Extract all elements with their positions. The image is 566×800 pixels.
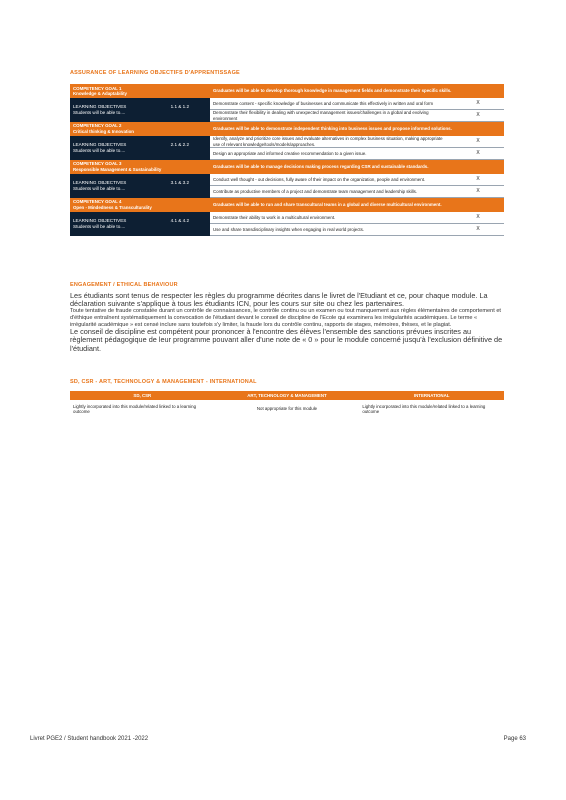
- competency-goal-name: Responsible Management & Sustainability: [73, 166, 162, 172]
- competency-goal-number: COMPETENCY GOAL 1: [73, 85, 122, 91]
- impact-header-sd-csr: SD, CSR: [70, 391, 215, 400]
- engagement-paragraph-1: Les étudiants sont tenus de respecter les règles du programme décrites dans le livret de l'Etudiant et ce, pour chaque module. La déclaration suivante s'applique à tous les étudiants ICN, pour les cours sur site ou chez les partenaires.: [70, 291, 488, 309]
- learning-objectives-heading-text: LEARNING OBJECTIVES: [73, 180, 127, 186]
- learning-objective-row: [70, 212, 504, 224]
- assurance-of-learning-title: ASSURANCE OF LEARNING OBJECTIFS D'APPRENTISSAGE: [70, 70, 240, 76]
- competency-goal-label: [70, 160, 210, 175]
- competency-goal-label: [70, 198, 210, 213]
- competency-goal-number: COMPETENCY GOAL 3: [73, 161, 122, 167]
- learning-objective-row: [70, 98, 504, 110]
- learning-objectives-intro: Students will be able to....: [73, 147, 126, 153]
- learning-objectives-intro: Students will be able to....: [73, 185, 126, 191]
- learning-objectives-label: [70, 136, 210, 160]
- competency-goal-row: [70, 84, 504, 98]
- impact-title: SD, CSR - ART, TECHNOLOGY & MANAGEMENT - INTERNATIONAL: [70, 379, 257, 385]
- learning-objectives-label: [70, 174, 210, 198]
- learning-objectives-intro: Students will be able to....: [73, 223, 126, 229]
- learning-objectives-numbers: 4.1 & 4.2: [170, 218, 189, 224]
- competency-goal-name: Critical thinking & Innovation: [73, 128, 134, 134]
- learning-objectives-heading-text: LEARNING OBJECTIVES: [73, 104, 127, 110]
- learning-objectives-numbers: 2.1 & 2.2: [170, 142, 189, 148]
- engagement-paragraph-3: Le conseil de discipline est compétent pour prononcer à l'encontre des élèves l'ensemble des sanctions prévues inscrites au règlement pédagogique de leur programme pouvant aller d'une note de « 0 » pour le module concerné jusqu'à l'exclusion définitive de l'étudiant.: [70, 327, 503, 353]
- learning-objective-mark: X: [452, 136, 504, 148]
- impact-cell-international: Lightly incorporated into this module/related linked to a learning outcome: [362, 403, 486, 414]
- learning-objectives-heading-text: LEARNING OBJECTIVES: [73, 142, 127, 148]
- competency-goal-row: [70, 198, 504, 213]
- engagement-text: [70, 292, 504, 353]
- learning-objective-text: Contribute as productive members of a project and demonstrate team management and leadership skills.: [210, 186, 452, 198]
- engagement-title: ENGAGEMENT / ETHICAL BEHAVIOUR: [70, 282, 178, 288]
- impact-header-international: INTERNATIONAL: [359, 391, 504, 400]
- competency-goal-description: Graduates will be able to manage decisions making process regarding CSR and sustainable standards.: [210, 160, 504, 175]
- learning-objective-row: [70, 136, 504, 148]
- competency-goal-label: [70, 84, 210, 98]
- learning-objectives-numbers: 1.1 & 1.2: [170, 104, 189, 110]
- learning-objectives-heading-text: LEARNING OBJECTIVES: [73, 218, 127, 224]
- learning-objective-mark: X: [452, 148, 504, 160]
- competency-goal-name: Open - Mindedness & Transculturality: [73, 204, 152, 210]
- footer-page-number: Page 63: [503, 736, 526, 742]
- learning-objectives-label: [70, 98, 210, 122]
- learning-objective-mark: X: [452, 98, 504, 110]
- impact-header-art-tech: ART, TECHNOLOGY & MANAGEMENT: [215, 391, 360, 400]
- impact-cell-art-tech: Not appropriate for this module: [256, 406, 318, 412]
- learning-objective-text: Demonstrate content - specific knowledge of businesses and communicate this effectively in written and oral form: [210, 98, 452, 110]
- learning-objective-mark: X: [452, 110, 504, 122]
- impact-table: [70, 391, 504, 418]
- impact-cell-sd-csr: Lightly incorporated into this module/related linked to a learning outcome: [73, 403, 197, 414]
- learning-objective-text: Design an appropriate and informed creative recommendation to a given issue.: [210, 148, 452, 160]
- learning-objective-mark: X: [452, 186, 504, 198]
- competency-goal-description: Graduates will be able to run and share transcultural teams in a global and diverse multicultural environment.: [210, 198, 504, 213]
- footer-handbook-label: Livret PGE2 / Student handbook 2021 -2022: [30, 736, 149, 742]
- learning-objective-mark: X: [452, 212, 504, 224]
- engagement-paragraph-2: Toute tentative de fraude constatée durant un contrôle de connaissances, le contrôle continu ou un examen ou tout manquement aux règles élémentaires de comportement et d'éthique entraînent systématiquement la convocation de l'étudiant devant le conseil de discipline de l'Ecole qui examinera les irrégularités académiques. Le terme « irrégularité académique » est censé inclure sans toutefois s'y limiter, la fraude lors du contrôle continu, rapports de stages, mémoires, thèses, et le plagiat.: [70, 308, 501, 328]
- learning-objective-mark: X: [452, 174, 504, 186]
- competency-goal-row: [70, 122, 504, 137]
- learning-objective-text: Use and share transdisciplinary insights when engaging in real world projects.: [210, 224, 452, 236]
- competency-goal-name: Knowledge & Adaptability: [73, 91, 127, 96]
- learning-objective-text: Demonstrate their ability to work in a multicultural environment.: [210, 212, 452, 224]
- assurance-of-learning-table: [70, 84, 504, 236]
- learning-objective-row: [70, 174, 504, 186]
- learning-objective-mark: X: [452, 224, 504, 236]
- competency-goal-row: [70, 160, 504, 175]
- learning-objective-text: Demonstrate their flexibility in dealing with unexpected management issues/challenges in a global and evolving environment: [210, 110, 452, 122]
- competency-goal-description: Graduates will be able to demonstrate independent thinking into business issues and propose informed solutions.: [210, 122, 504, 137]
- learning-objectives-numbers: 3.1 & 3.2: [170, 180, 189, 186]
- learning-objectives-label: [70, 212, 210, 236]
- competency-goal-number: COMPETENCY GOAL 2: [73, 123, 122, 129]
- learning-objective-text: Conduct well thought - out decisions, fully aware of their impact on the organization, people and environment.: [210, 174, 452, 186]
- competency-goal-number: COMPETENCY GOAL 4: [73, 199, 122, 205]
- learning-objectives-intro: Students will be able to....: [73, 109, 126, 115]
- learning-objective-text: Identify, analyze and prioritize core issues and evaluate alternatives in complex business situation, making appropriate use of relevant knowledge/tools/models/approaches.: [210, 136, 452, 148]
- competency-goal-description: Graduates will be able to develop thorough knowledge in management fields and demonstrate their specific skills.: [210, 84, 504, 98]
- competency-goal-label: [70, 122, 210, 137]
